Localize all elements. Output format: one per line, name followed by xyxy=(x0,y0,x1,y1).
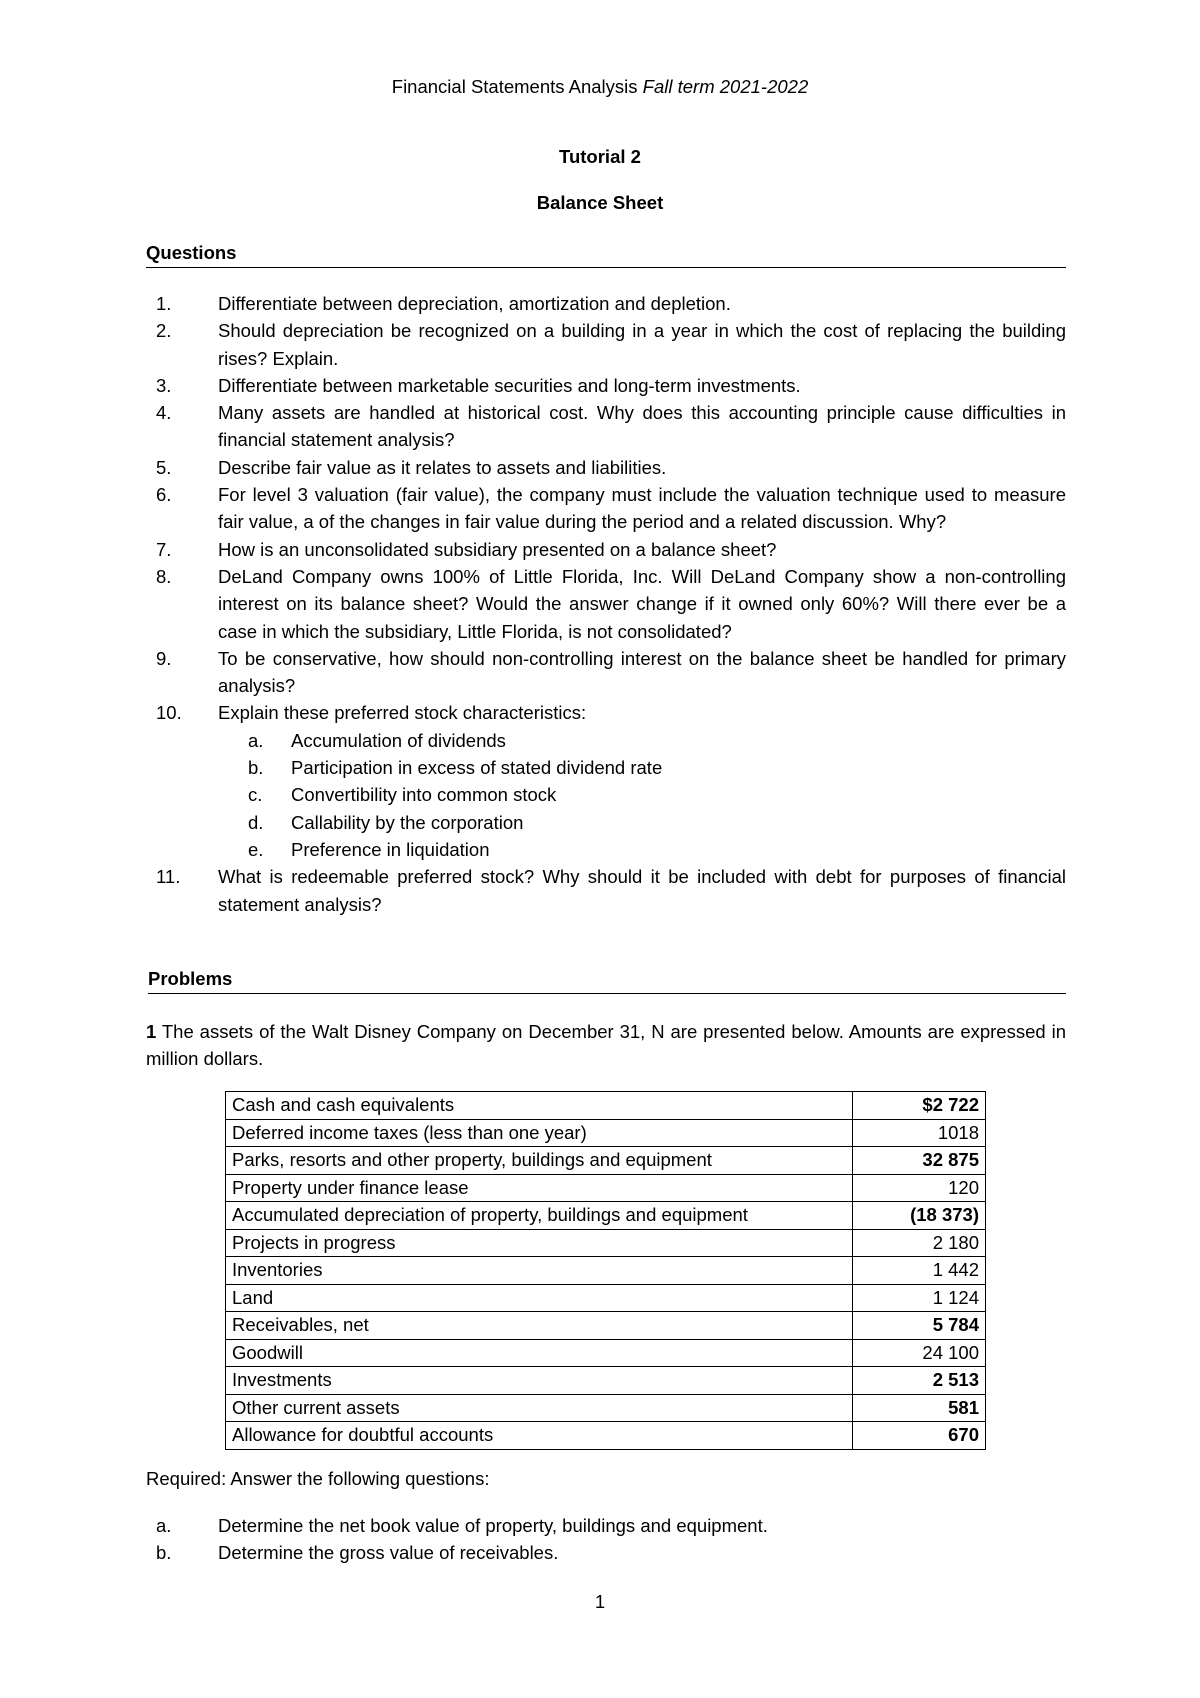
preferred-stock-characteristics xyxy=(218,727,1066,863)
table-row xyxy=(226,1284,986,1312)
asset-amount: 32 875 xyxy=(853,1147,986,1175)
table-row xyxy=(226,1422,986,1450)
asset-label: Deferred income taxes (less than one year) xyxy=(226,1119,853,1147)
question-number: 1. xyxy=(156,293,172,314)
asset-label: Receivables, net xyxy=(226,1312,853,1340)
assets-table xyxy=(225,1091,986,1450)
required-item-letter: b. xyxy=(156,1542,172,1564)
table-row xyxy=(226,1257,986,1285)
question-item xyxy=(146,563,1066,645)
required-item-text: Determine the gross value of receivables. xyxy=(218,1542,559,1564)
term: Fall term 2021-2022 xyxy=(642,76,809,97)
asset-amount: 24 100 xyxy=(853,1339,986,1367)
page-number: 1 xyxy=(594,1591,606,1612)
sub-item-letter: a. xyxy=(248,729,264,751)
asset-amount: 120 xyxy=(853,1174,986,1202)
question-item xyxy=(146,536,1066,563)
asset-label: Cash and cash equivalents xyxy=(226,1092,853,1120)
table-row xyxy=(226,1339,986,1367)
question-item xyxy=(146,863,1066,918)
asset-amount: 1 442 xyxy=(853,1257,986,1285)
sub-item-text: Convertibility into common stock xyxy=(291,784,557,806)
question-item xyxy=(146,454,1066,481)
running-header xyxy=(0,76,1200,98)
asset-amount: 1018 xyxy=(853,1119,986,1147)
asset-amount: 2 180 xyxy=(853,1229,986,1257)
asset-label: Accumulated depreciation of property, buildings and equipment xyxy=(226,1202,853,1230)
asset-amount: 2 513 xyxy=(853,1367,986,1395)
asset-label: Property under finance lease xyxy=(226,1174,853,1202)
sub-item xyxy=(218,836,1066,863)
asset-label: Projects in progress xyxy=(226,1229,853,1257)
question-text: Should depreciation be recognized on a building in a year in which the cost of replacing the building rises? Explain. xyxy=(218,320,1066,369)
asset-label: Parks, resorts and other property, buildings and equipment xyxy=(226,1147,853,1175)
table-row xyxy=(226,1202,986,1230)
asset-label: Allowance for doubtful accounts xyxy=(226,1422,853,1450)
question-item xyxy=(146,481,1066,536)
table-row xyxy=(226,1367,986,1395)
sub-item xyxy=(218,727,1066,754)
asset-label: Other current assets xyxy=(226,1394,853,1422)
required-label: Required: Answer the following questions: xyxy=(146,1468,490,1489)
question-number: 4. xyxy=(156,402,172,424)
sub-item-text: Participation in excess of stated dividend rate xyxy=(291,757,663,779)
asset-label: Land xyxy=(226,1284,853,1312)
question-number: 6. xyxy=(156,484,172,506)
asset-label: Inventories xyxy=(226,1257,853,1285)
question-number: 3. xyxy=(156,374,172,396)
sub-item-text: Accumulation of dividends xyxy=(291,729,506,751)
asset-label: Investments xyxy=(226,1367,853,1395)
question-text: Explain these preferred stock characteristics: xyxy=(218,702,587,724)
question-text: Many assets are handled at historical cost. Why does this accounting principle cause difficulties in financial statement analysis? xyxy=(218,402,1066,451)
question-text: Differentiate between depreciation, amortization and depletion. xyxy=(218,293,731,314)
sub-item xyxy=(218,781,1066,808)
course-name: Financial Statements Analysis xyxy=(391,76,643,97)
tutorial-title: Tutorial 2 xyxy=(559,146,641,167)
question-number: 11. xyxy=(156,866,181,888)
problems-heading: Problems xyxy=(148,968,1066,994)
asset-amount: 670 xyxy=(853,1422,986,1450)
sub-item-letter: b. xyxy=(248,757,264,779)
question-text: For level 3 valuation (fair value), the company must include the valuation technique used to measure fair value, a of the changes in fair value during the period and a related discussion. Why? xyxy=(218,484,1066,533)
question-text: Differentiate between marketable securities and long-term investments. xyxy=(218,374,801,396)
asset-label: Goodwill xyxy=(226,1339,853,1367)
required-item xyxy=(146,1512,1066,1539)
question-item xyxy=(146,699,1066,863)
question-item xyxy=(146,317,1066,372)
question-text: What is redeemable preferred stock? Why should it be included with debt for purposes of financial statement analysis? xyxy=(218,866,1066,915)
problem-1-intro xyxy=(146,1018,1066,1073)
question-item xyxy=(146,290,1066,317)
question-number: 8. xyxy=(156,565,172,587)
tutorial-subtitle: Balance Sheet xyxy=(536,192,664,213)
question-text: DeLand Company owns 100% of Little Florida, Inc. Will DeLand Company show a non-controlling interest on its balance sheet? Would the answer change if it owned only 60%? Will there ever be a case in which the subsidiary, Little Florida, is not consolidated? xyxy=(218,565,1066,642)
question-text: How is an unconsolidated subsidiary presented on a balance sheet? xyxy=(218,538,777,560)
question-number: 7. xyxy=(156,538,172,560)
asset-amount: 1 124 xyxy=(853,1284,986,1312)
question-text: To be conservative, how should non-controlling interest on the balance sheet be handled for primary analysis? xyxy=(218,647,1066,697)
sub-item-letter: e. xyxy=(248,838,264,860)
table-row xyxy=(226,1174,986,1202)
question-item xyxy=(146,399,1066,454)
asset-amount: $2 722 xyxy=(853,1092,986,1120)
required-questions-list xyxy=(146,1512,1066,1567)
sub-item-text: Callability by the corporation xyxy=(291,811,524,833)
sub-item-text: Preference in liquidation xyxy=(291,838,490,860)
problem-intro-text: The assets of the Walt Disney Company on December 31, N are presented below. Amounts are expressed in million dollars. xyxy=(146,1021,1066,1070)
question-number: 5. xyxy=(156,456,172,478)
required-item xyxy=(146,1539,1066,1566)
table-row xyxy=(226,1147,986,1175)
table-row xyxy=(226,1092,986,1120)
question-number: 9. xyxy=(156,647,172,669)
sub-item xyxy=(218,754,1066,781)
questions-list xyxy=(146,290,1066,918)
question-item xyxy=(146,372,1066,399)
question-number: 2. xyxy=(156,320,172,342)
table-row xyxy=(226,1229,986,1257)
sub-item-letter: d. xyxy=(248,811,264,833)
asset-amount: 581 xyxy=(853,1394,986,1422)
question-text: Describe fair value as it relates to assets and liabilities. xyxy=(218,456,667,478)
question-number: 10. xyxy=(156,702,182,724)
table-row xyxy=(226,1312,986,1340)
table-row xyxy=(226,1394,986,1422)
required-item-letter: a. xyxy=(156,1515,172,1536)
required-item-text: Determine the net book value of property, buildings and equipment. xyxy=(218,1515,768,1536)
table-row xyxy=(226,1119,986,1147)
problem-number: 1 xyxy=(146,1021,157,1042)
sub-item-letter: c. xyxy=(248,784,263,806)
asset-amount: 5 784 xyxy=(853,1312,986,1340)
asset-amount: (18 373) xyxy=(853,1202,986,1230)
question-item xyxy=(146,645,1066,700)
questions-heading: Questions xyxy=(146,242,1066,268)
sub-item xyxy=(218,809,1066,836)
